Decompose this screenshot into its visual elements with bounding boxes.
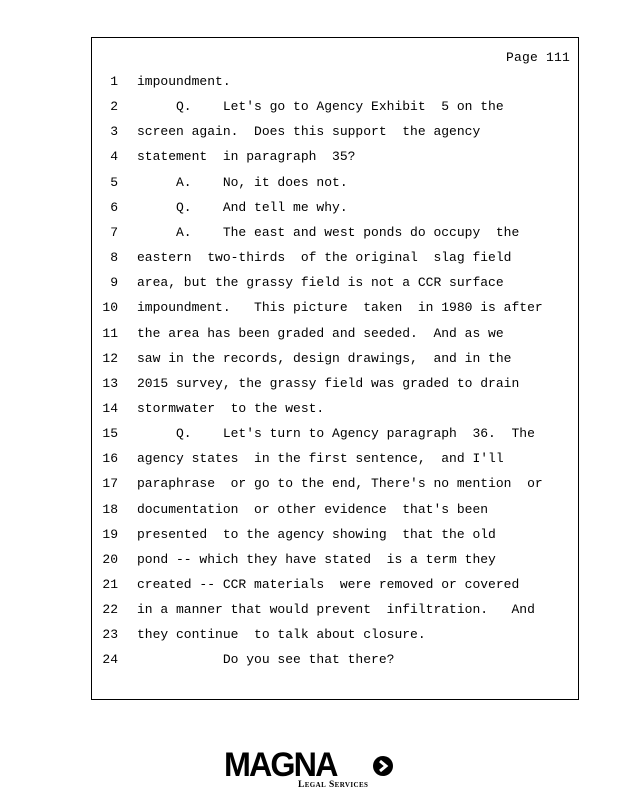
line-number: 9	[110, 275, 118, 291]
chevron-right-circle-icon	[372, 755, 394, 777]
line-text: documentation or other evidence that's been	[137, 501, 489, 517]
line-text: Do you see that there?	[137, 652, 395, 668]
line-text: A. No, it does not.	[137, 174, 348, 190]
line-text: presented to the agency showing that the old	[137, 526, 496, 542]
line-number: 21	[102, 577, 118, 592]
line-number: 10	[102, 300, 118, 316]
page-number: Page 111	[505, 50, 570, 65]
line-text: agency states in the first sentence, and I'll	[137, 451, 504, 467]
line-number: 18	[102, 501, 118, 517]
magna-logo	[224, 748, 394, 794]
line-number: 20	[102, 551, 118, 567]
line-text: Q. Let's turn to Agency paragraph 36. The	[137, 426, 535, 442]
line-text: impoundment. This picture taken in 1980 is after	[137, 300, 543, 316]
line-number: 16	[102, 451, 118, 467]
line-text: saw in the records, design drawings, and in the	[137, 350, 512, 366]
line-number: 7	[110, 224, 118, 240]
line-number: 22	[102, 602, 118, 618]
line-text: stormwater to the west.	[137, 400, 325, 416]
line-number: 2	[110, 99, 118, 115]
line-text: impoundment.	[137, 74, 231, 89]
line-number: 23	[102, 627, 118, 643]
line-number: 1	[110, 74, 118, 89]
line-number: 13	[102, 375, 118, 391]
line-text: they continue to talk about closure.	[137, 627, 426, 643]
line-text: pond -- which they have stated is a term they	[137, 551, 496, 567]
line-text: statement in paragraph 35?	[137, 149, 356, 165]
line-text: paraphrase or go to the end, There's no mention or	[137, 476, 543, 492]
line-text: Q. Let's go to Agency Exhibit 5 on the	[137, 99, 504, 115]
line-text: eastern two-thirds of the original slag field	[137, 250, 512, 266]
line-text: created -- CCR materials were removed or covered	[137, 577, 520, 592]
line-number: 8	[110, 250, 118, 266]
line-text: the area has been graded and seeded. And as we	[137, 325, 504, 341]
line-number: 15	[102, 426, 118, 442]
line-text: in a manner that would prevent infiltration. And	[137, 602, 535, 618]
logo-tagline: Legal Services	[298, 780, 369, 790]
line-number: 6	[110, 199, 118, 215]
line-number: 4	[110, 149, 118, 165]
line-text: area, but the grassy field is not a CCR surface	[137, 275, 504, 291]
line-number: 14	[102, 400, 118, 416]
line-number: 11	[102, 325, 118, 341]
line-number: 17	[102, 476, 118, 492]
line-text: A. The east and west ponds do occupy the	[137, 224, 520, 240]
line-text: Q. And tell me why.	[137, 199, 348, 215]
line-number: 19	[102, 526, 118, 542]
logo-wordmark: MAGNA	[224, 746, 337, 784]
transcript-page	[91, 37, 579, 700]
line-number: 24	[102, 652, 118, 668]
line-text: screen again. Does this support the agency	[137, 124, 481, 140]
line-number: 12	[102, 350, 118, 366]
line-number: 3	[110, 124, 118, 140]
line-text: 2015 survey, the grassy field was graded to drain	[137, 375, 520, 391]
line-number: 5	[110, 174, 118, 190]
